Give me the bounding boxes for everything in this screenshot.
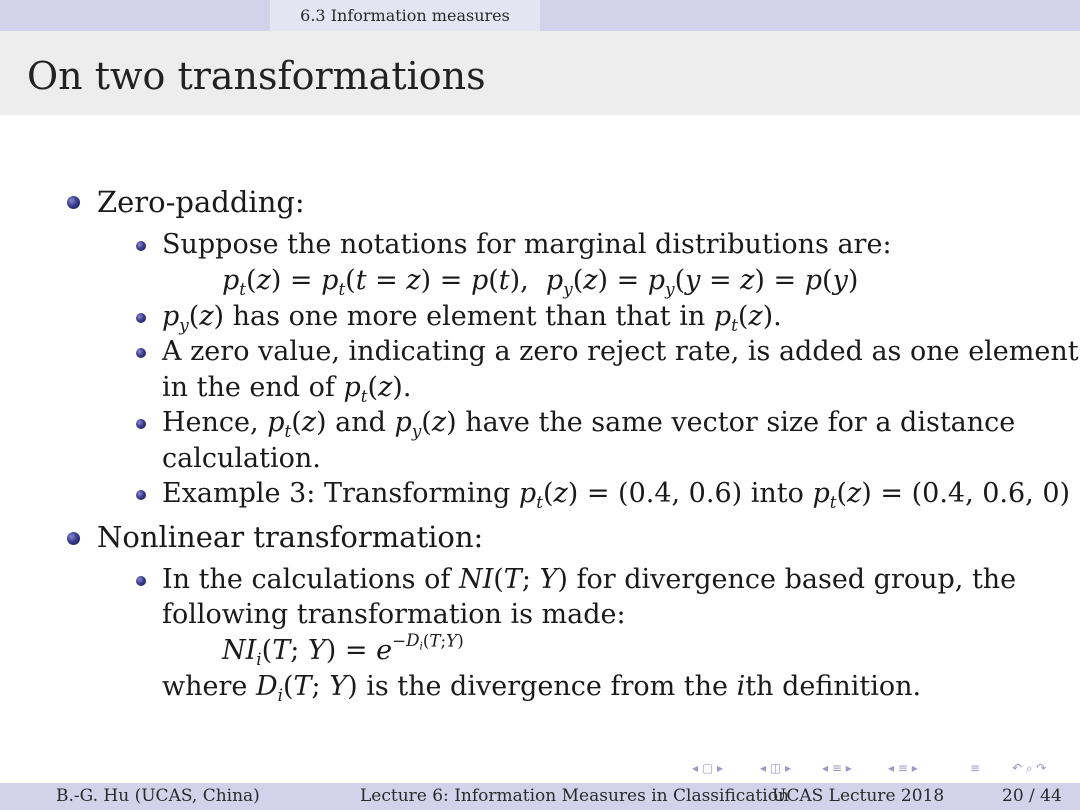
text-segment: th definition. <box>745 671 922 702</box>
equation-marginal-distributions: $p_t(z) = p_t(t = z) = p(t)$, $p_y(z) = p_y(y = z) = p(y)$ <box>222 265 859 299</box>
navigation-bar <box>690 758 1080 778</box>
nav-frame-icon[interactable]: ◂ ▢ ▸ <box>692 761 724 775</box>
text-segment: and <box>335 407 386 438</box>
sub-item-calculations: In the calculations of NI(T; Y) for divergence based group, the <box>162 564 1017 595</box>
item-nonlinear-transformation: Nonlinear transformation: <box>97 520 484 554</box>
text-segment: into <box>750 478 804 509</box>
sub-item-example-3: Example 3: Transforming $p_t(z) = (0.4$, 0.6) into $p_t(z) = (0.4$, 0.6, 0) <box>162 478 1071 512</box>
frame-title-bar <box>0 31 1080 115</box>
nav-search-icon[interactable]: ↶ ⌕ ↷ <box>1012 761 1047 775</box>
sub-bullet-icon <box>136 490 146 500</box>
footer-page-number: 20 / 44 <box>1002 786 1062 806</box>
text-segment: In the calculations of <box>162 564 451 595</box>
sub-item-zero-value-cont: in the end of $p_t(z)$. <box>162 372 412 406</box>
sub-bullet-icon <box>136 241 146 251</box>
text-segment: Hence, <box>162 407 259 438</box>
text-segment: in the end of <box>162 372 335 403</box>
section-link[interactable]: 6.3 Information measures <box>270 0 540 31</box>
item-zero-padding: Zero-padding: <box>97 185 305 219</box>
bullet-icon <box>67 532 80 545</box>
sub-bullet-icon <box>136 576 146 586</box>
sub-bullet-icon <box>136 313 146 323</box>
text-segment: for divergence based group, the <box>576 564 1017 595</box>
frame-title: On two transformations <box>27 54 486 98</box>
footer-author: B.-G. Hu (UCAS, China) <box>56 786 260 806</box>
text-segment: Example 3: Transforming <box>162 478 511 509</box>
footer-venue: UCAS Lecture 2018 <box>772 786 945 806</box>
text-segment: is the divergence from the <box>366 671 729 702</box>
sub-item-same-size-cont: calculation. <box>162 443 321 474</box>
nav-document-icon[interactable]: ◂ ≡ ▸ <box>888 761 918 775</box>
text-segment: have the same vector size for a distance <box>465 407 1016 438</box>
sub-item-calculations-cont: following transformation is made: <box>162 599 626 630</box>
equation-nonlinear-transform: $NI_i(T$; $Y) = e^{-D_i(T;Y)}$ <box>222 630 464 669</box>
bullet-icon <box>67 196 80 209</box>
sub-item-where-divergence: where $D_i(T$; Y) is the divergence from the ith definition. <box>162 671 922 705</box>
sub-bullet-icon <box>136 348 146 358</box>
text-segment: where <box>162 671 248 702</box>
sub-item-notations: Suppose the notations for marginal distributions are: <box>162 229 892 260</box>
sub-bullet-icon <box>136 419 146 429</box>
sub-item-zero-value: A zero value, indicating a zero reject rate, is added as one element <box>162 336 1079 367</box>
nav-appendix-icon[interactable]: ≡ <box>970 761 981 775</box>
footer-lecture-title: Lecture 6: Information Measures in Classification <box>360 786 789 806</box>
text-segment: has one more element than that in <box>232 301 706 332</box>
headline-bar <box>0 0 1080 31</box>
sub-item-same-size: Hence, $p_t(z)$ and $p_y(z)$ have the same vector size for a distance <box>162 407 1016 441</box>
footer-bar <box>0 783 1080 810</box>
nav-subsection-icon[interactable]: ◂ ◫ ▸ <box>760 761 792 775</box>
sub-item-one-more-element: $p_y(z)$ has one more element than that in $p_t(z)$. <box>162 301 782 335</box>
nav-section-icon[interactable]: ◂ ≡ ▸ <box>822 761 852 775</box>
